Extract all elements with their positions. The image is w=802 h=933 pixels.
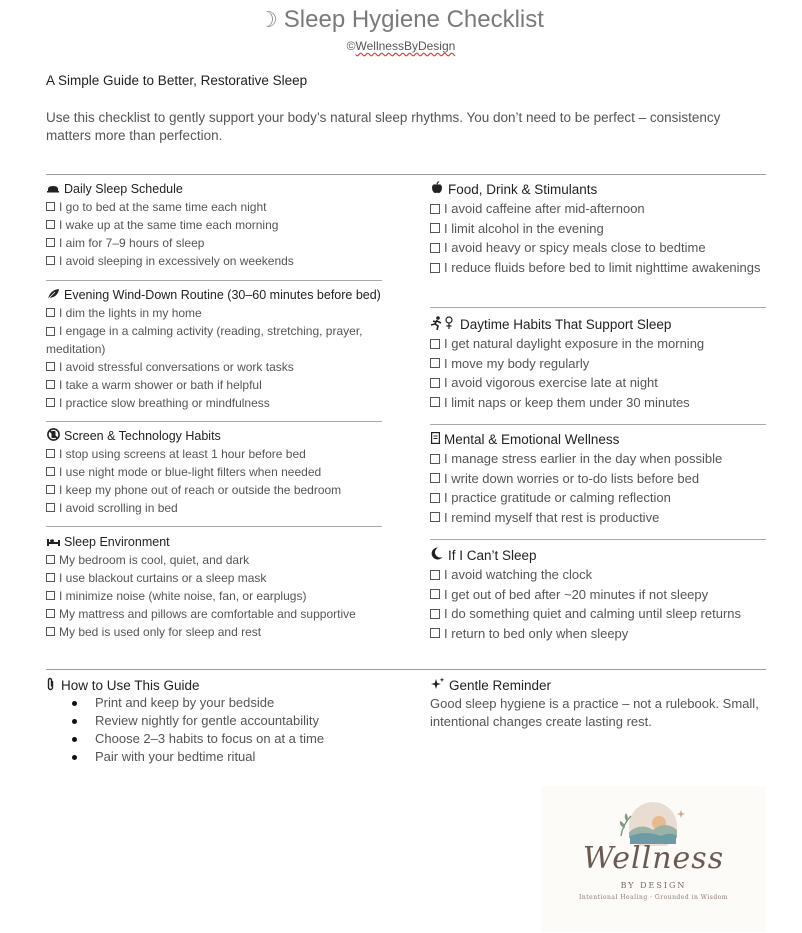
credit-handle: WellnessByDesign xyxy=(355,39,456,53)
list-item: Review nightly for gentle accountability xyxy=(72,712,324,730)
checklist-item[interactable]: I remind myself that rest is productive xyxy=(430,508,766,528)
checkbox[interactable] xyxy=(430,358,440,368)
checklist-item[interactable]: I wake up at the same time each morning xyxy=(46,216,382,234)
journal-icon xyxy=(430,432,440,447)
checkbox[interactable] xyxy=(430,223,440,233)
section-title: Daytime Habits That Support Sleep xyxy=(430,314,766,334)
bullet-icon xyxy=(72,737,77,742)
intro-paragraph: Use this checklist to gently support your body’s natural sleep rhythms. You don’t need to be perfect – consistency matters more than perfection. xyxy=(46,110,721,143)
section-divider xyxy=(46,526,382,527)
bullet-icon xyxy=(72,701,77,706)
apple-icon xyxy=(430,181,444,197)
checkbox[interactable] xyxy=(430,243,440,253)
checklist-item[interactable]: I dim the lights in my home xyxy=(46,304,382,322)
checklist-item[interactable]: I limit naps or keep them under 30 minutes xyxy=(430,393,766,413)
checklist-item[interactable]: I avoid caffeine after mid-afternoon xyxy=(430,199,766,219)
checkbox[interactable] xyxy=(430,454,440,464)
section-divider xyxy=(46,280,382,281)
checklist-item[interactable]: I take a warm shower or bath if helpful xyxy=(46,376,382,394)
section-title: If I Can’t Sleep xyxy=(430,545,766,565)
checklist-item[interactable]: I go to bed at the same time each night xyxy=(46,198,382,216)
reminder-text: Good sleep hygiene is a practice – not a rulebook. Small, intentional changes create lasting rest. xyxy=(430,696,759,729)
checklist-item[interactable]: I manage stress earlier in the day when possible xyxy=(430,449,766,469)
bullet-icon xyxy=(72,755,77,760)
section-title: Evening Wind-Down Routine (30–60 minutes before bed) xyxy=(46,286,382,304)
checkbox[interactable] xyxy=(46,573,55,582)
checklist-item[interactable]: I get out of bed after ~20 minutes if not sleepy xyxy=(430,585,766,605)
checkbox[interactable] xyxy=(46,256,55,265)
bottom-divider xyxy=(46,669,766,670)
section-mental-emotional xyxy=(430,429,766,527)
section-daytime-habits xyxy=(430,314,766,412)
checkbox[interactable] xyxy=(430,339,440,349)
checklist-item[interactable]: I avoid watching the clock xyxy=(430,565,766,585)
checklist-item[interactable]: I do something quiet and calming until sleep returns xyxy=(430,604,766,624)
checklist-item[interactable]: I practice slow breathing or mindfulness xyxy=(46,394,382,412)
checkbox[interactable] xyxy=(430,493,440,503)
list-item: Pair with your bedtime ritual xyxy=(72,748,324,766)
section-food-drink xyxy=(430,179,766,277)
section-divider xyxy=(430,424,766,425)
checkbox[interactable] xyxy=(430,473,440,483)
list-item: Choose 2–3 habits to focus on at a time xyxy=(72,730,324,748)
logo-byline: BY DESIGN xyxy=(620,881,687,890)
checkbox[interactable] xyxy=(430,570,440,580)
bed-icon xyxy=(46,182,60,196)
checkbox[interactable] xyxy=(46,202,55,211)
checkbox[interactable] xyxy=(46,308,55,317)
checklist-item[interactable]: My bed is used only for sleep and rest xyxy=(46,623,382,641)
checkbox[interactable] xyxy=(46,327,55,336)
no-phone-icon xyxy=(46,428,60,444)
checklist-item[interactable]: I move my body regularly xyxy=(430,354,766,374)
logo-wordmark: Wellness xyxy=(582,841,725,876)
checklist-item[interactable]: I minimize noise (white noise, fan, or earplugs) xyxy=(46,587,382,605)
section-if-i-cant-sleep xyxy=(430,545,766,643)
checklist-item[interactable]: I avoid sleeping in excessively on weekends xyxy=(46,252,382,270)
crescent-moon-icon xyxy=(430,547,444,563)
checklist-item[interactable]: I get natural daylight exposure in the morning xyxy=(430,334,766,354)
checkbox[interactable] xyxy=(430,378,440,388)
checklist-item[interactable]: I return to bed only when sleepy xyxy=(430,624,766,644)
checkbox[interactable] xyxy=(430,609,440,619)
checkbox[interactable] xyxy=(46,503,55,512)
checkbox[interactable] xyxy=(46,555,55,564)
section-title: Daily Sleep Schedule xyxy=(46,180,382,198)
checkbox[interactable] xyxy=(46,238,55,247)
checklist-item[interactable]: My mattress and pillows are comfortable and supportive xyxy=(46,605,382,623)
section-title: Food, Drink & Stimulants xyxy=(430,179,766,199)
checkbox[interactable] xyxy=(430,397,440,407)
checkbox[interactable] xyxy=(46,380,55,389)
checklist-item[interactable]: I avoid scrolling in bed xyxy=(46,499,382,517)
checklist-item[interactable]: I avoid vigorous exercise late at night xyxy=(430,373,766,393)
checklist-item[interactable]: My bedroom is cool, quiet, and dark xyxy=(46,551,382,569)
title-block xyxy=(0,6,802,34)
checkbox[interactable] xyxy=(46,627,55,636)
section-title: Mental & Emotional Wellness xyxy=(430,429,766,449)
list-item: Print and keep by your bedside xyxy=(72,694,324,712)
checklist-item[interactable]: I engage in a calming activity (reading, stretching, prayer, meditation) xyxy=(46,324,363,356)
checkbox[interactable] xyxy=(46,398,55,407)
checklist-item[interactable]: I use night mode or blue-light filters when needed xyxy=(46,463,382,481)
checklist-item[interactable]: I avoid heavy or spicy meals close to bedtime xyxy=(430,238,766,258)
checklist-item[interactable]: I use blackout curtains or a sleep mask xyxy=(46,569,382,587)
section-evening-wind-down xyxy=(46,286,382,412)
checkbox[interactable] xyxy=(430,512,440,522)
reminder-title: Gentle Reminder xyxy=(430,677,551,694)
section-title: Screen & Technology Habits xyxy=(46,427,382,445)
running-person-icon xyxy=(430,316,456,333)
checkbox[interactable] xyxy=(46,220,55,229)
checklist-item[interactable]: I stop using screens at least 1 hour before bed xyxy=(46,445,382,463)
paperclip-icon xyxy=(46,677,55,694)
page-title-text: Sleep Hygiene Checklist xyxy=(283,6,544,33)
checkbox[interactable] xyxy=(46,609,55,618)
sparkles-icon xyxy=(430,677,445,694)
section-title: Sleep Environment xyxy=(46,533,382,551)
checkbox[interactable] xyxy=(430,263,440,273)
checklist-item[interactable]: I write down worries or to-do lists before bed xyxy=(430,469,766,489)
section-divider xyxy=(430,307,766,308)
section-screen-technology xyxy=(46,427,382,517)
page-title xyxy=(258,6,544,34)
section-sleep-environment xyxy=(46,533,382,641)
checklist-item[interactable]: I avoid stressful conversations or work tasks xyxy=(46,358,382,376)
section-daily-sleep-schedule xyxy=(46,180,382,270)
checkbox[interactable] xyxy=(46,467,55,476)
checklist-item[interactable]: I keep my phone out of reach or outside the bedroom xyxy=(46,481,382,499)
checkbox[interactable] xyxy=(430,628,440,638)
bedroom-icon xyxy=(46,535,60,549)
checkbox[interactable] xyxy=(46,485,55,494)
how-to-list xyxy=(72,694,324,766)
checkbox[interactable] xyxy=(430,589,440,599)
how-to-title: How to Use This Guide xyxy=(46,677,200,694)
wellness-by-design-logo xyxy=(541,786,766,932)
credit-line xyxy=(0,39,802,53)
checkbox[interactable] xyxy=(46,362,55,371)
bullet-icon xyxy=(72,719,77,724)
leaf-icon xyxy=(46,288,60,303)
checkbox[interactable] xyxy=(46,591,55,600)
checklist-item[interactable]: I aim for 7–9 hours of sleep xyxy=(46,234,382,252)
subtitle: A Simple Guide to Better, Restorative Sleep xyxy=(46,73,308,88)
top-divider xyxy=(46,174,766,175)
checklist-item[interactable]: I practice gratitude or calming reflection xyxy=(430,488,766,508)
checklist-item[interactable]: I reduce fluids before bed to limit nighttime awakenings xyxy=(430,258,766,278)
checkbox[interactable] xyxy=(46,449,55,458)
credit-prefix: © xyxy=(346,39,356,53)
logo-tagline: Intentional Healing · Grounded in Wisdom xyxy=(579,894,728,901)
crescent-moon-icon: ☽ xyxy=(258,7,278,32)
landscape-emblem-icon xyxy=(541,786,766,846)
checklist-item[interactable]: I limit alcohol in the evening xyxy=(430,219,766,239)
checkbox[interactable] xyxy=(430,204,440,214)
section-divider xyxy=(46,421,382,422)
section-divider xyxy=(430,539,766,540)
